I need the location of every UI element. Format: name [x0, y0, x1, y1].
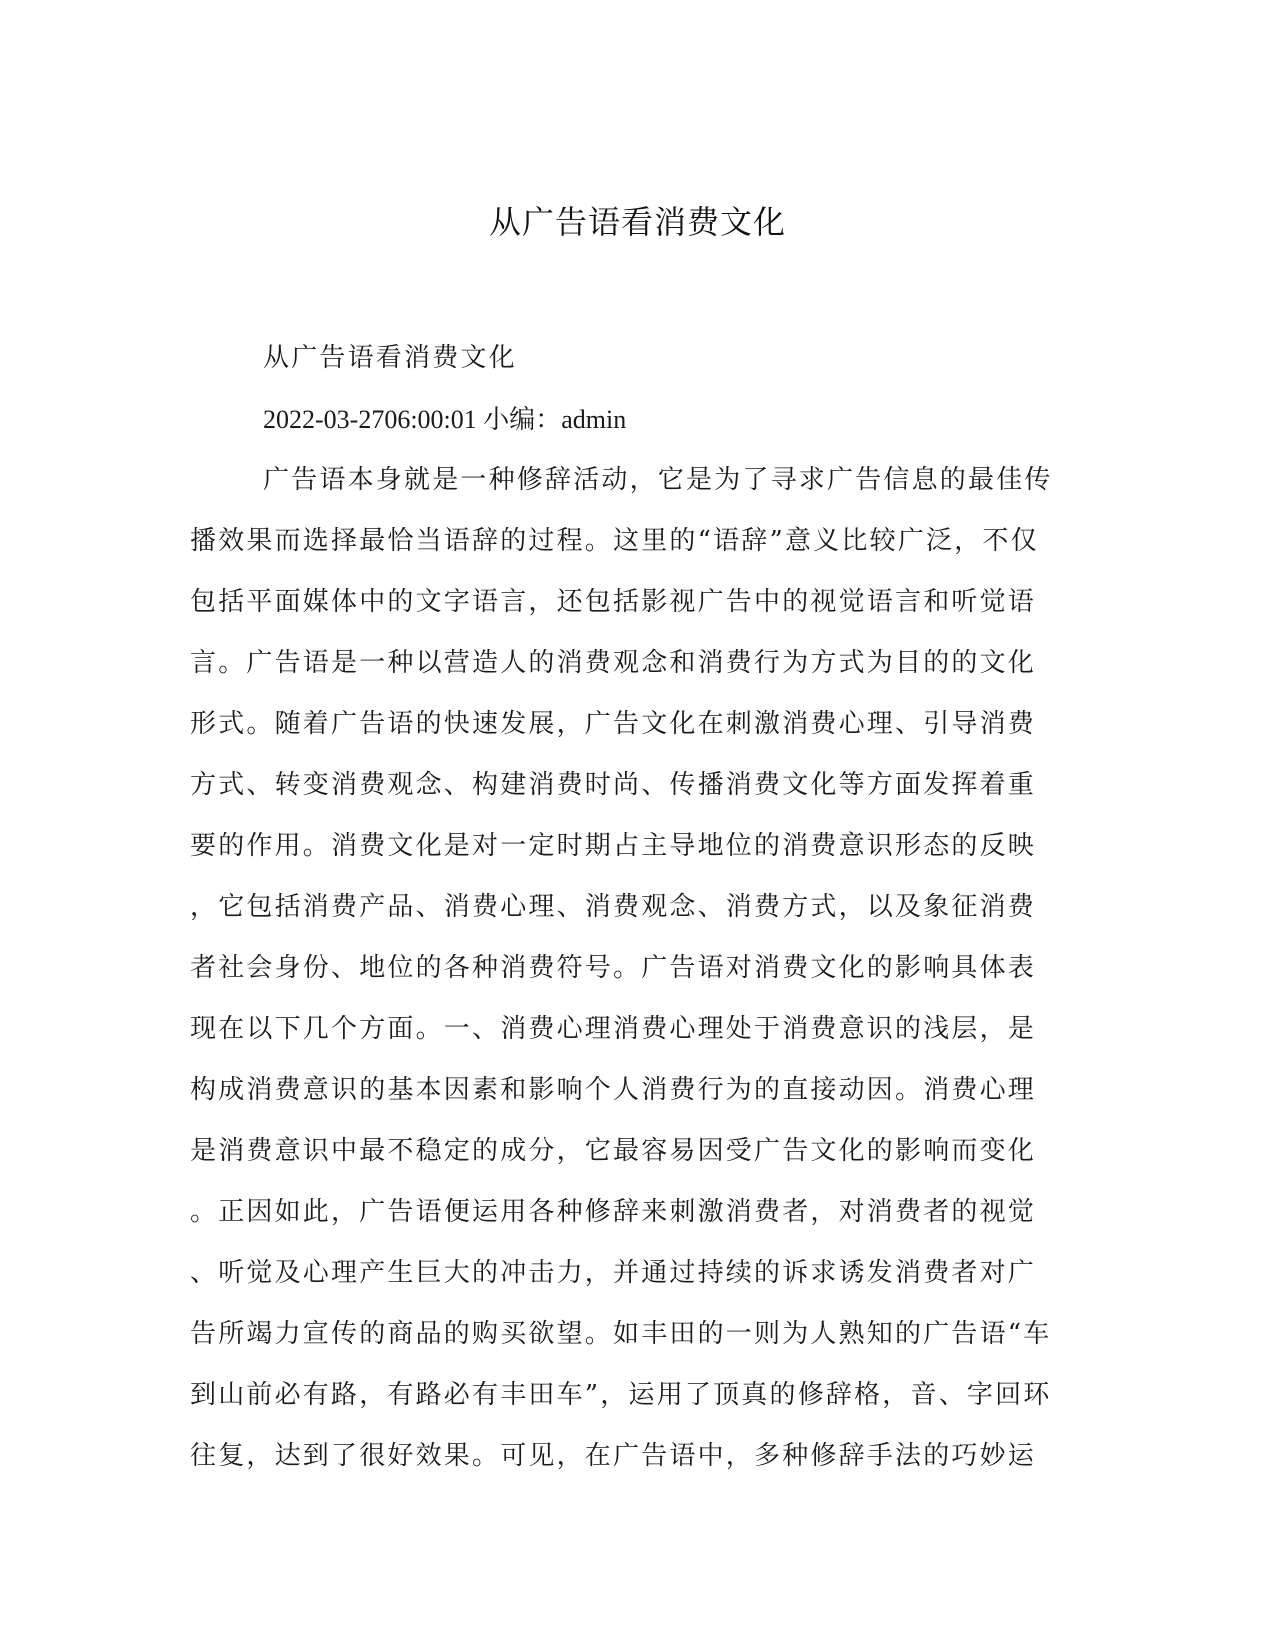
paragraph-line: 构成消费意识的基本因素和影响个人消费行为的直接动因。消费心理 — [190, 1075, 1037, 1105]
paragraph-line: ，它包括消费产品、消费心理、消费观念、消费方式，以及象征消费 — [190, 892, 1037, 922]
paragraph-line: 、听觉及心理产生巨大的冲击力，并通过持续的诉求诱发消费者对广 — [190, 1258, 1037, 1288]
paragraph-line: 往复，达到了很好效果。可见，在广告语中，多种修辞手法的巧妙运 — [190, 1441, 1037, 1471]
document-title: 从广告语看消费文化 — [488, 203, 786, 241]
paragraph-line: 是消费意识中最不稳定的成分，它最容易因受广告文化的影响而变化 — [190, 1136, 1037, 1166]
paragraph-line: 者社会身份、地位的各种消费符号。广告语对消费文化的影响具体表 — [190, 953, 1037, 983]
paragraph-line: 。正因如此，广告语便运用各种修辞来刺激消费者，对消费者的视觉 — [190, 1197, 1037, 1227]
paragraph-line: 形式。随着广告语的快速发展，广告文化在刺激消费心理、引导消费 — [190, 709, 1037, 739]
document-body — [190, 328, 1070, 1487]
paragraph-line: 广告语本身就是一种修辞活动，它是为了寻求广告信息的最佳传 — [263, 465, 1053, 495]
paragraph-line: 方式、转变消费观念、构建消费时尚、传播消费文化等方面发挥着重 — [190, 770, 1037, 800]
article-subtitle: 从广告语看消费文化 — [263, 343, 517, 373]
paragraph-line: 要的作用。消费文化是对一定时期占主导地位的消费意识形态的反映 — [190, 831, 1037, 861]
paragraph-line: 包括平面媒体中的文字语言，还包括影视广告中的视觉语言和听觉语 — [190, 587, 1037, 617]
article-meta: 2022-03-2706:00:01 小编：admin — [263, 405, 627, 434]
paragraph-line: 现在以下几个方面。一、消费心理消费心理处于消费意识的浅层，是 — [190, 1014, 1037, 1044]
paragraph-line: 言。广告语是一种以营造人的消费观念和消费行为方式为目的的文化 — [190, 648, 1037, 678]
paragraph-line: 到山前必有路，有路必有丰田车”，运用了顶真的修辞格，音、字回环 — [190, 1380, 1052, 1410]
paragraph-line: 播效果而选择最恰当语辞的过程。这里的“语辞”意义比较广泛，不仅 — [190, 526, 1039, 556]
paragraph-line: 告所竭力宣传的商品的购买欲望。如丰田的一则为人熟知的广告语“车 — [190, 1319, 1052, 1349]
